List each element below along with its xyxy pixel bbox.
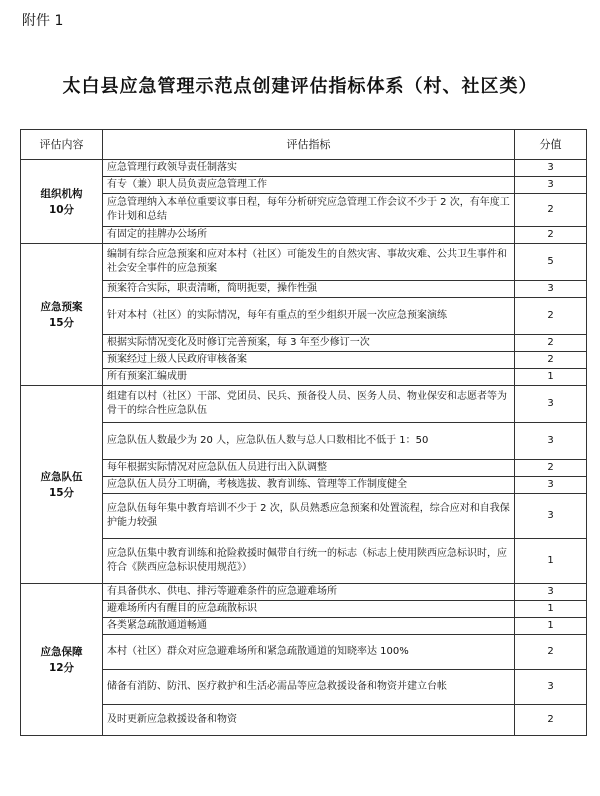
table-header-row — [21, 130, 587, 160]
table-row — [21, 705, 587, 736]
category-points: 10分 — [48, 203, 75, 216]
indicator-text: 应急队伍人数最少为 20 人，应急队伍人数与总人口数相比不低于 1：50 — [103, 423, 515, 460]
table-row — [21, 369, 587, 386]
category-cell — [21, 386, 103, 584]
score-value: 2 — [515, 227, 587, 244]
table-row — [21, 298, 587, 335]
score-value: 3 — [515, 494, 587, 539]
category-points: 12分 — [48, 661, 75, 674]
table-row — [21, 423, 587, 460]
table-row — [21, 177, 587, 194]
score-value: 3 — [515, 670, 587, 705]
score-value: 2 — [515, 352, 587, 369]
score-value: 3 — [515, 584, 587, 601]
table-row — [21, 670, 587, 705]
category-cell — [21, 584, 103, 736]
indicator-text: 有具备供水、供电、排污等避难条件的应急避难场所 — [103, 584, 515, 601]
score-value: 3 — [515, 177, 587, 194]
category-cell — [21, 160, 103, 244]
category-name: 应急保障 — [40, 645, 83, 658]
score-value: 1 — [515, 618, 587, 635]
category-name: 应急队伍 — [40, 470, 83, 483]
indicator-text: 各类紧急疏散通道畅通 — [103, 618, 515, 635]
table-row — [21, 160, 587, 177]
category-name: 应急预案 — [40, 300, 83, 313]
score-value: 5 — [515, 244, 587, 281]
category-points: 15分 — [48, 316, 75, 329]
table-row — [21, 477, 587, 494]
table-row — [21, 460, 587, 477]
score-value: 2 — [515, 635, 587, 670]
indicator-text: 编制有综合应急预案和应对本村（社区）可能发生的自然灾害、事故灾难、公共卫生事件和社会安全事件的应急预案 — [103, 244, 515, 281]
score-value: 2 — [515, 298, 587, 335]
table-row — [21, 618, 587, 635]
indicator-text: 针对本村（社区）的实际情况，每年有重点的至少组织开展一次应急预案演练 — [103, 298, 515, 335]
indicator-text: 应急管理行政领导责任制落实 — [103, 160, 515, 177]
indicator-text: 本村（社区）群众对应急避难场所和紧急疏散通道的知晓率达 100% — [103, 635, 515, 670]
score-value: 2 — [515, 194, 587, 227]
indicator-text: 及时更新应急救援设备和物资 — [103, 705, 515, 736]
table-row — [21, 352, 587, 369]
score-value: 1 — [515, 369, 587, 386]
indicator-text: 应急队伍集中教育训练和抢险救援时佩带自行统一的标志（标志上使用陕西应急标识时，应符合《陕西应急标识使用规范》） — [103, 539, 515, 584]
indicator-text: 有专（兼）职人员负责应急管理工作 — [103, 177, 515, 194]
score-value: 3 — [515, 477, 587, 494]
table-row — [21, 539, 587, 584]
score-value: 1 — [515, 539, 587, 584]
category-cell — [21, 244, 103, 386]
evaluation-table — [20, 129, 587, 736]
score-value: 3 — [515, 423, 587, 460]
indicator-text: 根据实际情况变化及时修订完善预案，每 3 年至少修订一次 — [103, 335, 515, 352]
header-score: 分值 — [515, 130, 587, 160]
indicator-text: 有固定的挂牌办公场所 — [103, 227, 515, 244]
indicator-text: 避难场所内有醒目的应急疏散标识 — [103, 601, 515, 618]
table-row — [21, 386, 587, 423]
table-row — [21, 601, 587, 618]
table-row — [21, 494, 587, 539]
indicator-text: 预案符合实际，职责清晰，简明扼要，操作性强 — [103, 281, 515, 298]
table-row — [21, 281, 587, 298]
score-value: 2 — [515, 335, 587, 352]
indicator-text: 应急队伍每年集中教育培训不少于 2 次，队员熟悉应急预案和处置流程，综合应对和自我保护能力较强 — [103, 494, 515, 539]
table-row — [21, 244, 587, 281]
category-name: 组织机构 — [40, 187, 83, 200]
table-row — [21, 335, 587, 352]
score-value: 1 — [515, 601, 587, 618]
score-value: 2 — [515, 460, 587, 477]
indicator-text: 储备有消防、防汛、医疗救护和生活必需品等应急救援设备和物资并建立台帐 — [103, 670, 515, 705]
category-points: 15分 — [48, 486, 75, 499]
table-body — [21, 160, 587, 736]
table-row — [21, 584, 587, 601]
score-value: 2 — [515, 705, 587, 736]
indicator-text: 应急管理纳入本单位重要议事日程，每年分析研究应急管理工作会议不少于 2 次，有年度工作计划和总结 — [103, 194, 515, 227]
table-row — [21, 194, 587, 227]
indicator-text: 每年根据实际情况对应急队伍人员进行出入队调整 — [103, 460, 515, 477]
score-value: 3 — [515, 281, 587, 298]
header-content: 评估内容 — [21, 130, 103, 160]
table-row — [21, 635, 587, 670]
score-value: 3 — [515, 160, 587, 177]
indicator-text: 所有预案汇编成册 — [103, 369, 515, 386]
indicator-text: 组建有以村（社区）干部、党团员、民兵、预备役人员、医务人员、物业保安和志愿者等为骨干的综合性应急队伍 — [103, 386, 515, 423]
header-indicator: 评估指标 — [103, 130, 515, 160]
document-title: 太白县应急管理示范点创建评估指标体系（村、社区类） — [62, 76, 538, 97]
score-value: 3 — [515, 386, 587, 423]
indicator-text: 应急队伍人员分工明确，考核选拔、教育训练、管理等工作制度健全 — [103, 477, 515, 494]
indicator-text: 预案经过上级人民政府审核备案 — [103, 352, 515, 369]
attachment-label: 附件 1 — [22, 13, 64, 29]
table-row — [21, 227, 587, 244]
